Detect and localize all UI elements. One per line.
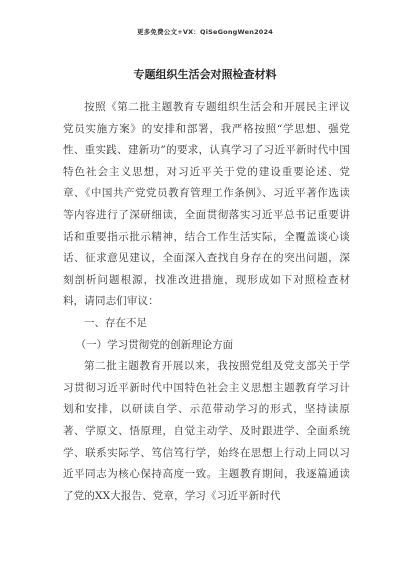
section-heading: 一、存在不足 — [84, 316, 147, 329]
subsection-heading: （一）学习贯彻党的创新理论方面 — [75, 338, 234, 351]
body-paragraph: 第二批主题教育开展以来，我按照党组及党支部关于学习贯彻习近平新时代中国特色社会主义思想主题教育学习计划和安排，以研读自学、示范带动学习的形式，坚持读原著、学原文、悟原理，自觉主动学、及时跟进学、全面系统学、联系实际学、笃信笃行学，始终在思想上行动上同以习近平同志为核心保持高度一致。主题教育期间，我逐篇通读了党的XX大报告、党章，学习《习近平新时代 — [63, 360, 350, 502]
document-title: 专题组织生活会对照检查材料 — [133, 68, 277, 81]
promo-banner: 更多免费公文+VX：QiSeGongWen2024 — [137, 28, 273, 36]
intro-paragraph: 按照《第二批主题教育专题组织生活会和开展民主评议党员实施方案》的安排和部署，我严格按照“学思想、强党性、重实践、建新功”的要求，认真学习了习近平新时代中国特色社会主义思想，对习近平关于党的建设重要论述、党章、《中国共产党党员教育管理工作条例》、习近平著作选读等内容进行了深研细读，全面贯彻落实习近平总书记重要讲话和重要指示批示精神，结合工作生活实际，全覆盖谈心谈话、征求意见建议，全面深入查找自身存在的突出问题，深刻剖析问题根源，找准改进措施，现形成如下对照检查材料，请同志们审议： — [63, 101, 350, 308]
document-body — [63, 97, 350, 507]
